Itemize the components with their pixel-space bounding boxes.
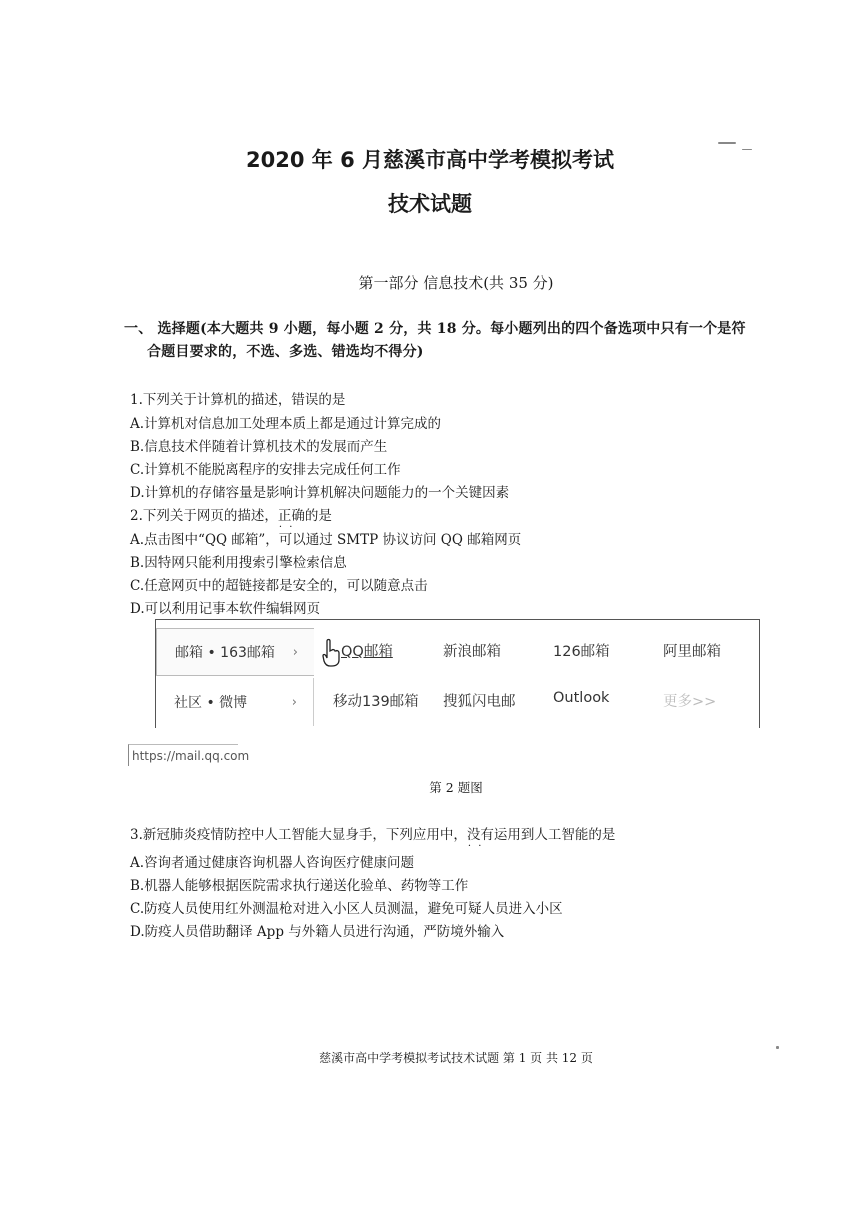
- link-outlook: Outlook: [553, 690, 610, 706]
- question-3-stem-before: 3.新冠肺炎疫情防控中人工智能大显身手，下列应用中，: [130, 827, 467, 843]
- question-1-stem: 1.下列关于计算机的描述，错误的是: [130, 392, 346, 408]
- chevron-right-icon: ›: [291, 694, 297, 710]
- question-3-stem: [130, 823, 615, 843]
- question-2-stem-before: 2.下列关于网页的描述，: [130, 508, 278, 524]
- part-heading: 第一部分 信息技术(共 35 分): [358, 274, 554, 292]
- question-1-option-c: C.计算机不能脱离程序的安排去完成任何工作: [130, 462, 401, 478]
- section-instruction-line2: 合题目要求的，不选、多选、错选均不得分): [147, 344, 424, 360]
- question-3-option-a: A.咨询者通过健康咨询机器人咨询医疗健康问题: [130, 855, 415, 871]
- question-2-emphasis: 正确 · ·: [278, 508, 305, 524]
- question-2-stem: [130, 504, 332, 524]
- status-url: https://mail.qq.com: [128, 744, 238, 766]
- question-1-option-a: A.计算机对信息加工处理本质上都是通过计算完成的: [130, 416, 442, 432]
- question-3-option-d: D.防疫人员借助翻译 App 与外籍人员进行沟通，严防境外输入: [130, 924, 505, 940]
- link-more: 更多>>: [663, 694, 717, 710]
- link-qq-mail: QQ邮箱: [341, 644, 393, 660]
- link-ali-mail: 阿里邮箱: [663, 644, 721, 660]
- question-2-option-c: C.任意网页中的超链接都是安全的，可以随意点击: [130, 578, 428, 594]
- figure-caption: 第 2 题图: [429, 780, 483, 795]
- question-3-emphasis: 没有 · ·: [467, 827, 494, 843]
- chevron-right-icon: ›: [292, 644, 298, 660]
- question-3-option-b: B.机器人能够根据医院需求执行递送化验单、药物等工作: [130, 878, 469, 894]
- mail-menu-figure: [155, 619, 760, 728]
- question-2-stem-after: 的是: [304, 508, 332, 524]
- question-2-option-a: A.点击图中“QQ 邮箱”，可以通过 SMTP 协议访问 QQ 邮箱网页: [130, 532, 522, 548]
- question-1-option-b: B.信息技术伴随着计算机技术的发展而产生: [130, 439, 388, 455]
- exam-subtitle: 技术试题: [388, 192, 472, 216]
- link-sina-mail: 新浪邮箱: [443, 644, 501, 660]
- question-3-stem-after: 运用到人工智能的是: [493, 827, 616, 843]
- scan-speck: [742, 149, 752, 150]
- side-item-community-label: 社区 • 微博: [174, 695, 248, 711]
- scan-speck: [776, 1046, 779, 1049]
- question-2-option-b: B.因特网只能利用搜索引擎检索信息: [130, 555, 347, 571]
- question-2-option-d: D.可以利用记事本软件编辑网页: [130, 601, 321, 617]
- side-item-community: [156, 678, 314, 726]
- question-3-option-c: C.防疫人员使用红外测温枪对进入小区人员测温，避免可疑人员进入小区: [130, 901, 563, 917]
- link-139-mail: 移动139邮箱: [333, 694, 419, 710]
- exam-title: 2020 年 6 月慈溪市高中学考模拟考试: [246, 148, 614, 172]
- hand-pointer-icon: [322, 638, 340, 668]
- scan-speck: [718, 142, 736, 144]
- section-instruction-line1: 一、 选择题(本大题共 9 小题，每小题 2 分，共 18 分。每小题列出的四个备选项中只有一个是符: [124, 321, 746, 337]
- page-footer: 慈溪市高中学考模拟考试技术试题 第 1 页 共 12 页: [319, 1051, 593, 1065]
- question-1-option-d: D.计算机的存储容量是影响计算机解决问题能力的一个关键因素: [130, 485, 510, 501]
- side-item-mailbox: [156, 628, 314, 676]
- link-126-mail: 126邮箱: [553, 644, 610, 660]
- side-item-mailbox-label: 邮箱 • 163邮箱: [175, 645, 275, 661]
- link-sohu-mail: 搜狐闪电邮: [443, 694, 516, 710]
